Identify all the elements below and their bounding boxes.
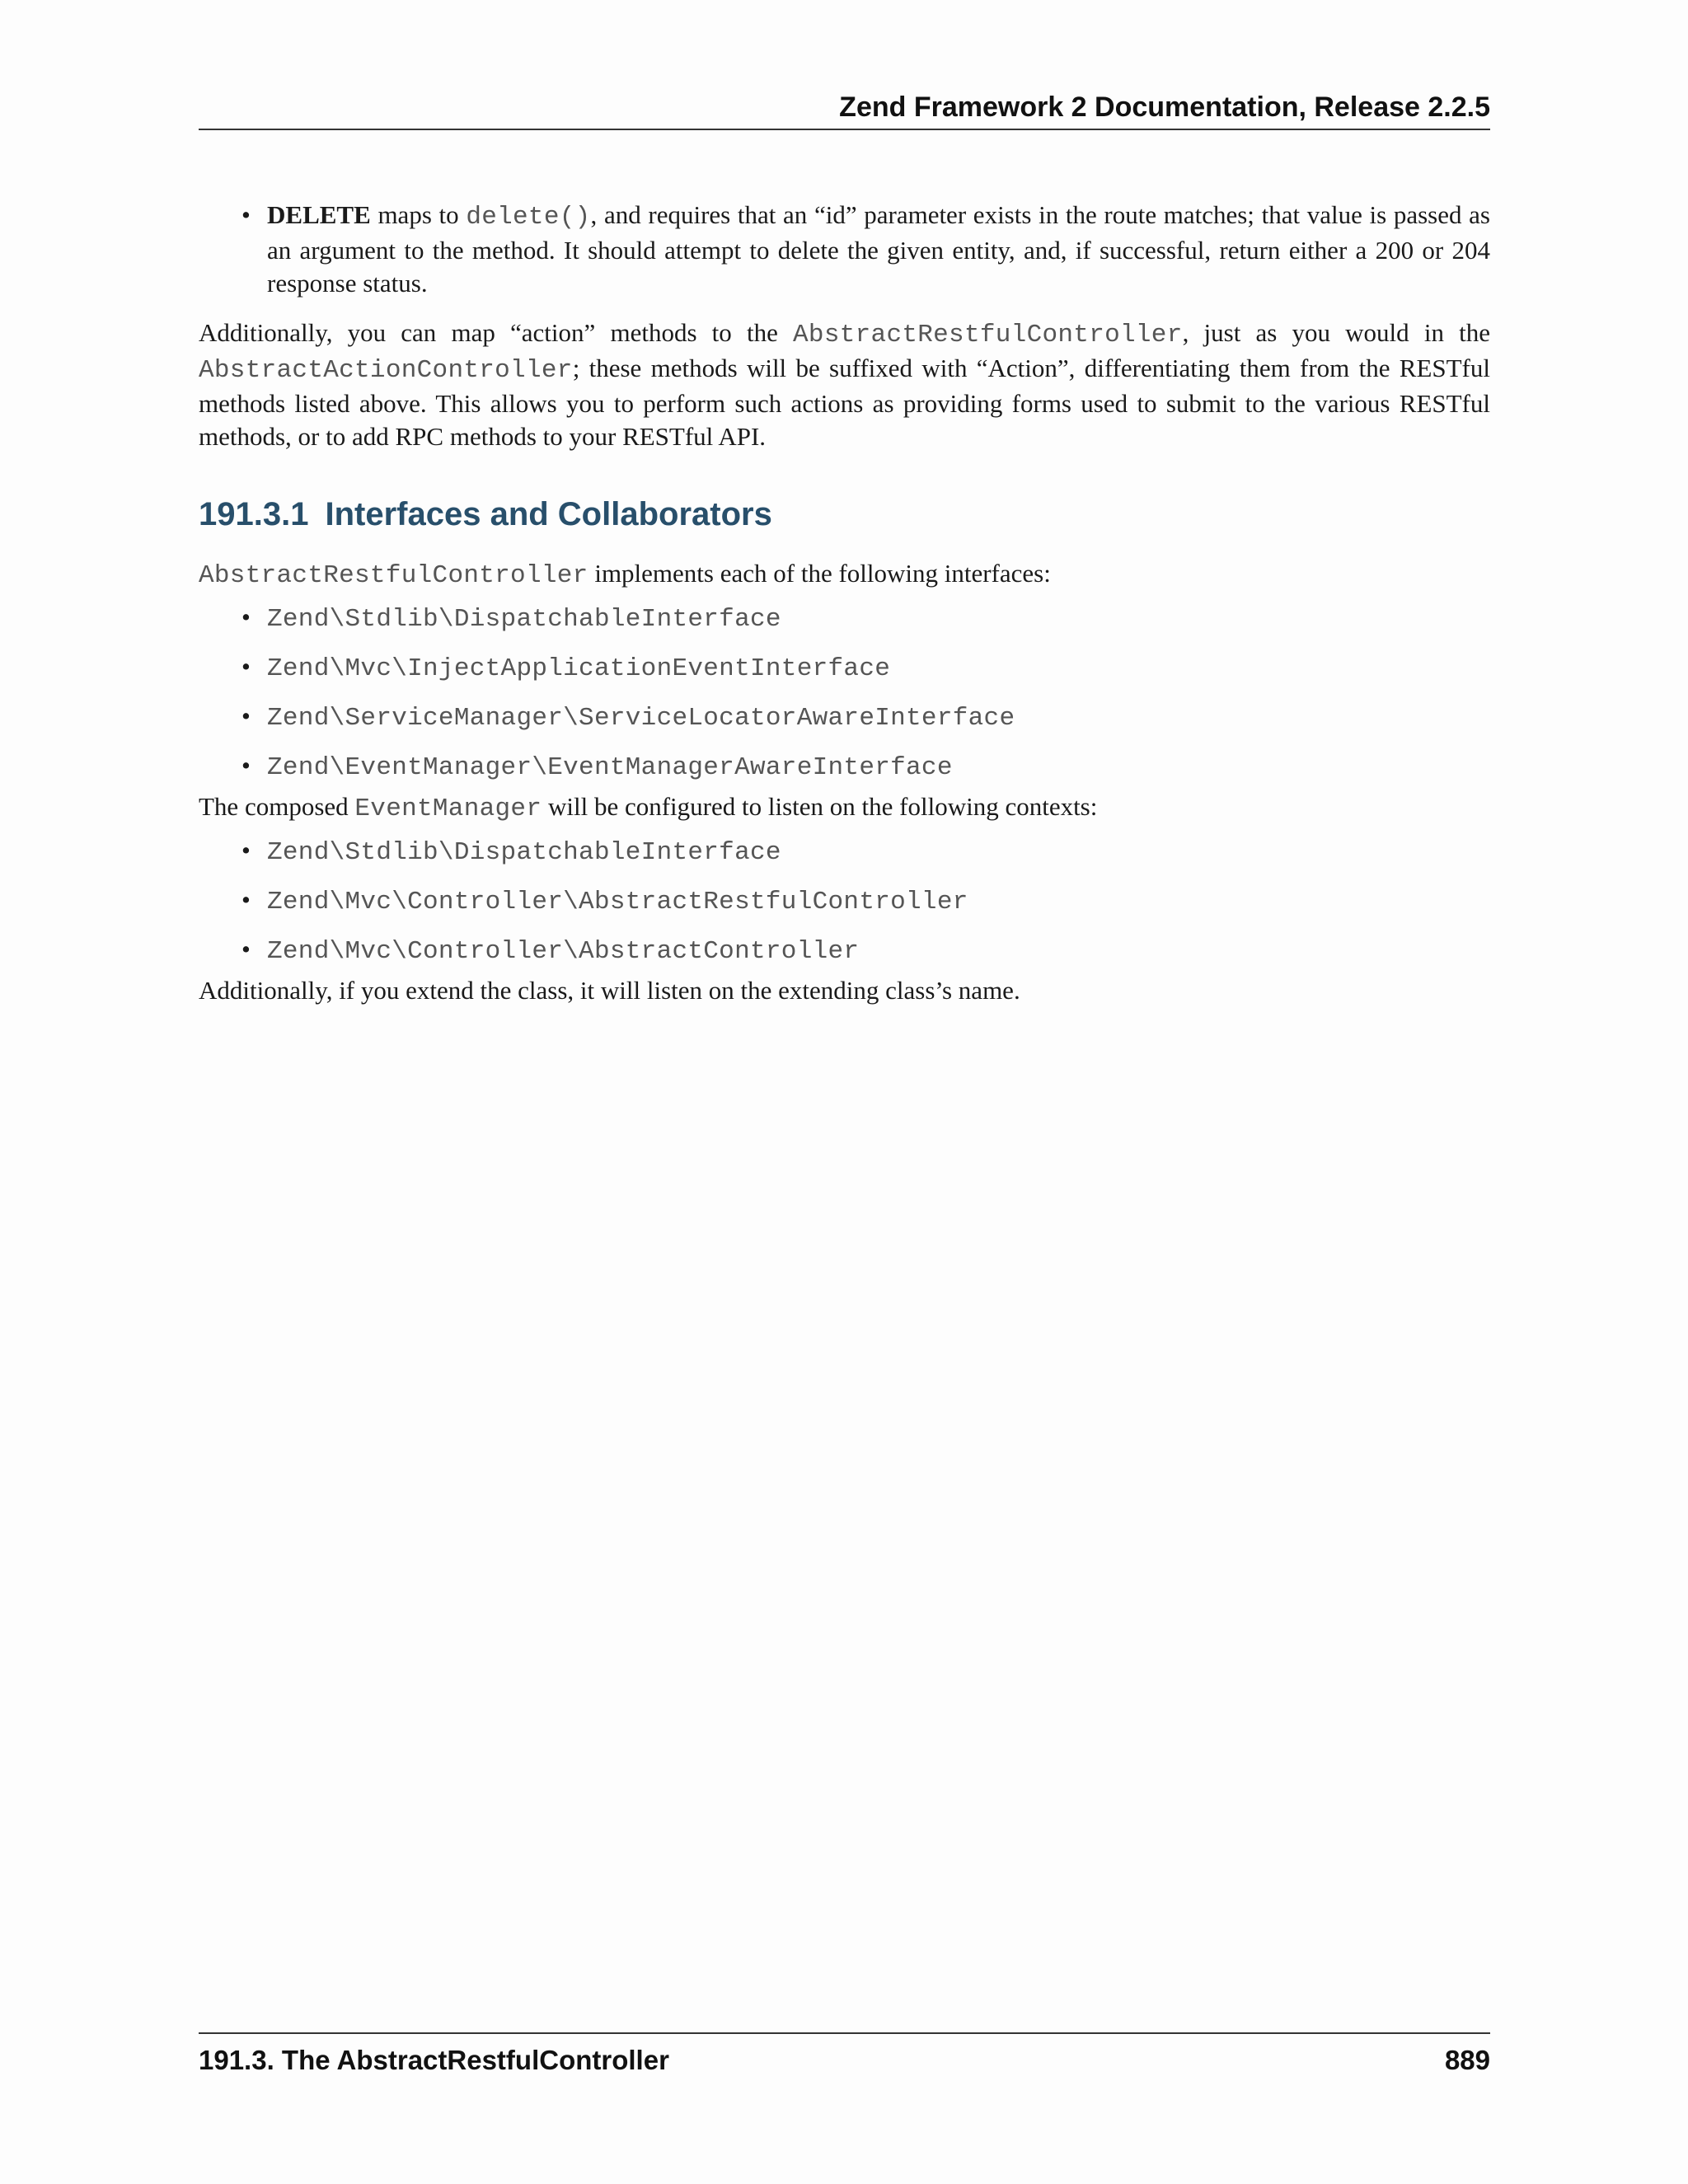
paragraph-text: will be configured to listen on the following contexts:: [542, 792, 1098, 821]
running-header: [199, 91, 1490, 130]
list-item: [199, 875, 1490, 925]
contexts-list: [199, 826, 1490, 974]
running-footer: [199, 2032, 1490, 2082]
interface-name: Zend\EventManager\EventManagerAwareInterface: [267, 753, 953, 782]
interfaces-list: [199, 593, 1490, 790]
paragraph-text: Additionally, you can map “action” methods to the: [199, 318, 794, 347]
delete-bullet-item: [199, 199, 1490, 300]
bullet-icon: •: [241, 751, 251, 780]
inline-code: AbstractActionController: [199, 356, 573, 385]
bullet-icon: •: [241, 885, 251, 914]
paragraph-composed-eventmanager: [199, 790, 1490, 826]
bullet-icon: •: [241, 200, 251, 229]
list-item: [199, 691, 1490, 741]
context-name: Zend\Mvc\Controller\AbstractRestfulController: [267, 888, 968, 916]
bullet-icon: •: [241, 836, 251, 865]
bullet-icon: •: [241, 652, 251, 681]
interface-name: Zend\Mvc\InjectApplicationEventInterface: [267, 654, 891, 683]
section-heading: [199, 493, 1490, 536]
delete-method-name: DELETE: [267, 200, 371, 229]
list-item: [199, 826, 1490, 875]
interface-name: Zend\ServiceManager\ServiceLocatorAwareInterface: [267, 704, 1015, 733]
footer-section-title: 191.3. The AbstractRestfulController: [199, 2045, 669, 2075]
page-number: 889: [1444, 2045, 1490, 2075]
list-item: [199, 593, 1490, 642]
bullet-icon: •: [241, 701, 251, 730]
paragraph-text: ; these methods will be suffixed with “Action”, differentiating them from the RESTful methods listed above. This allows you to perform such actions as providing forms used to submit to the various RESTful methods, or to add RPC methods to your RESTful API.: [199, 354, 1490, 451]
interface-name: Zend\Stdlib\DispatchableInterface: [267, 605, 781, 634]
bullet-icon: •: [241, 935, 251, 963]
inline-code: AbstractRestfulController: [199, 561, 588, 590]
bullet-icon: •: [241, 602, 251, 631]
header-title: Zend Framework 2 Documentation, Release 2.2.5: [839, 91, 1490, 123]
document-page: [199, 0, 1490, 2184]
context-name: Zend\Mvc\Controller\AbstractController: [267, 937, 860, 966]
section-number: 191.3.1: [199, 496, 309, 532]
page-content: [199, 199, 1490, 1007]
list-item: [199, 642, 1490, 691]
bullet-text: , and requires that an “id” parameter exists in the route matches; that value is passed as an argument to the method. It should attempt to delete the given entity, and, if successful, return either a 200 or 204 response status.: [267, 200, 1490, 298]
list-item: [199, 925, 1490, 974]
paragraph-text: implements each of the following interfaces:: [588, 559, 1051, 588]
inline-code: delete(): [466, 203, 591, 232]
bullet-text: maps to: [370, 200, 467, 229]
context-name: Zend\Stdlib\DispatchableInterface: [267, 838, 781, 867]
paragraph-text: The composed: [199, 792, 355, 821]
inline-code: EventManager: [354, 794, 542, 823]
paragraph-interfaces-intro: [199, 557, 1490, 593]
paragraph-text: , just as you would in the: [1182, 318, 1490, 347]
paragraph-closing: Additionally, if you extend the class, it will listen on the extending class’s name.: [199, 976, 1020, 1005]
paragraph-action-methods: [199, 316, 1490, 453]
list-item: [199, 741, 1490, 790]
inline-code: AbstractRestfulController: [793, 321, 1183, 349]
section-title: Interfaces and Collaborators: [325, 496, 772, 532]
